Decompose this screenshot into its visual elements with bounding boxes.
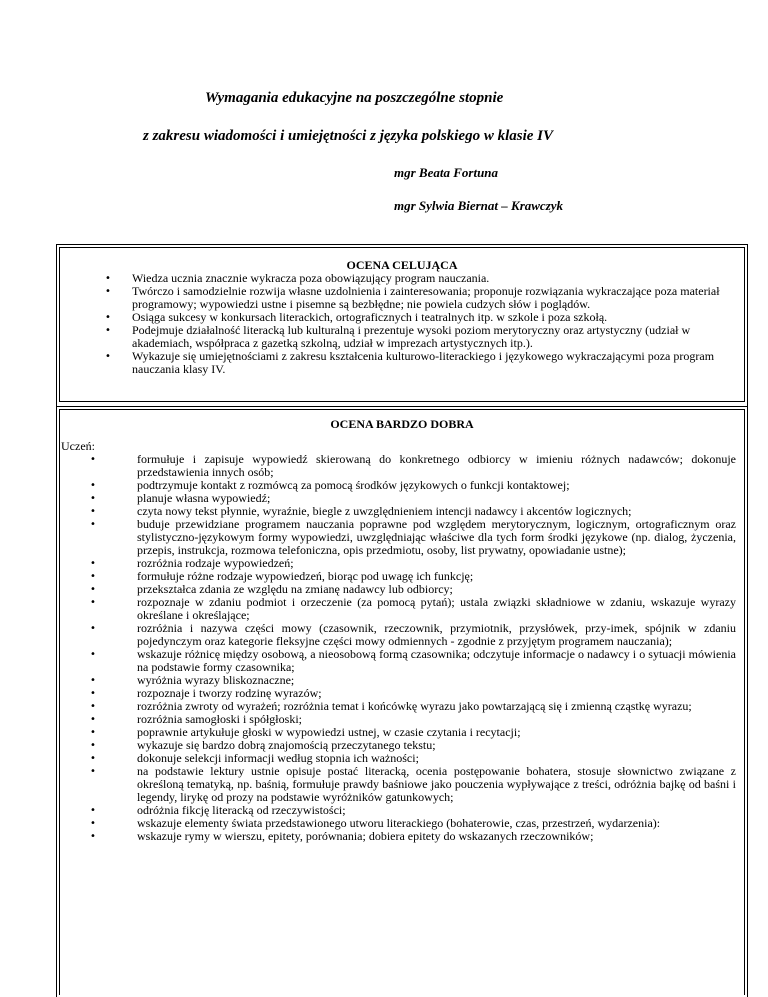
- list-item: • odróżnia fikcję literacką od rzeczywistości;: [60, 804, 744, 817]
- list-item: • na podstawie lektury ustnie opisuje postać literacką, ocenia postępowanie bohatera, stosuje słownictwo związane z określoną tematyką, np. baśnią, formułuje prawdy baśniowe jako pouczenia wypływające z treści, odróżnia bajkę od baśni i legendy, lirykę od prozy na podstawie wyróżników gatunkowych;: [60, 765, 744, 804]
- list-item: • rozpoznaje w zdaniu podmiot i orzeczenie (za pomocą pytań); ustala związki składniowe w zdaniu, wskazuje wyrazy określane i określające;: [60, 596, 744, 622]
- section-bardzo-dobra: [57, 407, 748, 997]
- requirements-list: [60, 272, 744, 376]
- list-item: • rozróżnia i nazywa części mowy (czasownik, rzeczownik, przymiotnik, przysłówek, przy-imek, spójnik w zdaniu pojedynczym oraz kategorie fleksyjne części mowy odmiennych - zgodnie z przyjętym programem nauczania);: [60, 622, 744, 648]
- list-item: • Twórczo i samodzielnie rozwija własne uzdolnienia i zainteresowania; proponuje rozwiązania wykraczające poza materiał programowy; wypowiedzi ustne i pisemne są bezbłędne; nie powiela cudzych słów i poglądów.: [60, 285, 744, 311]
- list-item: • przekształca zdania ze względu na zmianę nadawcy lub odbiorcy;: [60, 583, 744, 596]
- list-item: • rozpoznaje i tworzy rodzinę wyrazów;: [60, 687, 744, 700]
- author-name: mgr Sylwia Biernat – Krawczyk: [394, 198, 563, 214]
- document-title: Wymagania edukacyjne na poszczególne stopnie: [205, 90, 503, 107]
- list-item: • wyróżnia wyrazy bliskoznaczne;: [60, 674, 744, 687]
- author-name: mgr Beata Fortuna: [394, 165, 498, 181]
- list-item: • planuje własna wypowiedź;: [60, 492, 744, 505]
- list-item: • Wiedza ucznia znacznie wykracza poza obowiązujący program nauczania.: [60, 272, 744, 285]
- student-label: Uczeń:: [61, 440, 744, 453]
- document-subtitle: z zakresu wiadomości i umiejętności z języka polskiego w klasie IV: [143, 128, 553, 145]
- list-item: • czyta nowy tekst płynnie, wyraźnie, biegle z uwzględnieniem intencji nadawcy i akcentów logicznych;: [60, 505, 744, 518]
- list-item: • Podejmuje działalność literacką lub kulturalną i prezentuje wysoki poziom merytoryczny oraz artystyczny (udział w akademiach, współpraca z gazetką szkolną, udział w imprezach artystycznych itp.).: [60, 324, 744, 350]
- section-celujaca: [57, 245, 748, 407]
- list-item: • wskazuje elementy świata przedstawionego utworu literackiego (bohaterowie, czas, przestrzeń, wydarzenia):: [60, 817, 744, 830]
- list-item: • formułuje różne rodzaje wypowiedzeń, biorąc pod uwagę ich funkcję;: [60, 570, 744, 583]
- list-item: • rozróżnia samogłoski i spółgłoski;: [60, 713, 744, 726]
- list-item: • dokonuje selekcji informacji według stopnia ich ważności;: [60, 752, 744, 765]
- list-item: • rozróżnia zwroty od wyrażeń; rozróżnia temat i końcówkę wyrazu jako powtarzającą się i zmienną cząstkę wyrazu;: [60, 700, 744, 713]
- list-item: • wskazuje różnicę między osobową, a nieosobową formą czasownika; odczytuje informacje o nadawcy i o sytuacji mówienia na podstawie formy czasownika;: [60, 648, 744, 674]
- section-title: OCENA BARDZO DOBRA: [60, 418, 744, 431]
- requirements-list: [60, 453, 744, 843]
- list-item: • Osiąga sukcesy w konkursach literackich, ortograficznych i teatralnych itp. w szkole i poza szkołą.: [60, 311, 744, 324]
- list-item: • rozróżnia rodzaje wypowiedzeń;: [60, 557, 744, 570]
- section-title: OCENA CELUJĄCA: [60, 259, 744, 272]
- list-item: • Wykazuje się umiejętnościami z zakresu kształcenia kulturowo-literackiego i językowego wykraczającymi poza program nauczania klasy IV.: [60, 350, 744, 376]
- requirements-table: [56, 244, 748, 997]
- list-item: • wykazuje się bardzo dobrą znajomością przeczytanego tekstu;: [60, 739, 744, 752]
- list-item: • buduje przewidziane programem nauczania poprawne pod względem merytorycznym, logicznym, ortograficznym oraz stylistyczno-językowym formy wypowiedzi, uwzględniając właściwe dla tych form środki językowe (np. dialog, życzenia, przepis, instrukcja, rozmowa telefoniczna, opis przedmiotu, osoby, list prywatny, opowiadanie ustne);: [60, 518, 744, 557]
- list-item: • podtrzymuje kontakt z rozmówcą za pomocą środków językowych o funkcji kontaktowej;: [60, 479, 744, 492]
- list-item: • poprawnie artykułuje głoski w wypowiedzi ustnej, w czasie czytania i recytacji;: [60, 726, 744, 739]
- list-item: • wskazuje rymy w wierszu, epitety, porównania; dobiera epitety do wskazanych rzeczowników;: [60, 830, 744, 843]
- list-item: • formułuje i zapisuje wypowiedź skierowaną do konkretnego odbiorcy w imieniu różnych nadawców; dokonuje przedstawienia innych osób;: [60, 453, 744, 479]
